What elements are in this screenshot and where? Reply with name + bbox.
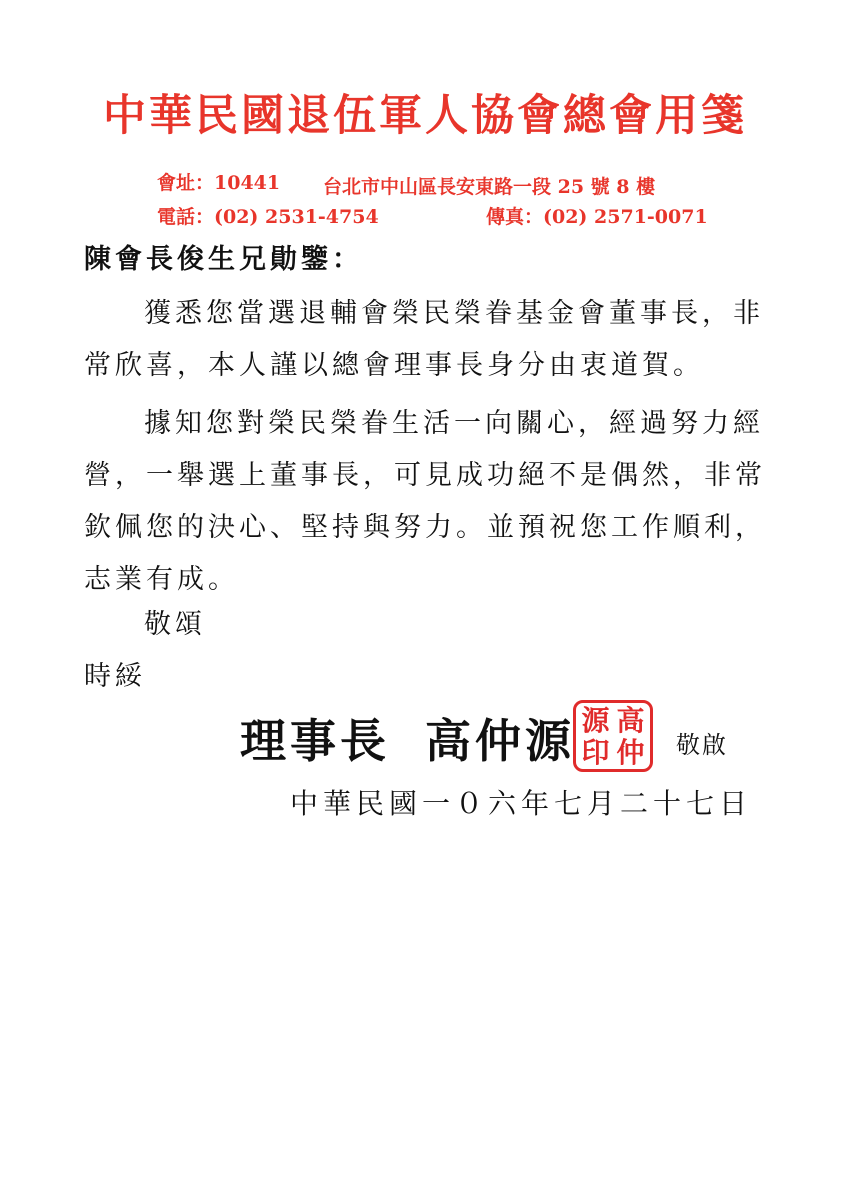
paragraph-praise bbox=[84, 398, 784, 606]
seal-char: 源 bbox=[581, 704, 610, 737]
paragraph-congratulation bbox=[84, 288, 784, 392]
fax-number: 傳真：(02) 2571-0071 bbox=[486, 206, 708, 228]
closing-time: 時綏 bbox=[84, 661, 146, 692]
letterhead-title: 中華民國退伍軍人協會總會用箋 bbox=[103, 91, 747, 141]
seal-char: 仲 bbox=[616, 736, 645, 769]
paragraph-line: 欽佩您的決心、堅持與努力。並預祝您工作順利， bbox=[84, 512, 766, 543]
closing-respect: 敬頌 bbox=[144, 609, 206, 640]
paragraph-line: 營，一舉選上董事長，可見成功絕不是偶然，非常 bbox=[84, 460, 766, 491]
paragraph-line: 獲悉您當選退輔會榮民榮眷基金會董事長，非 bbox=[144, 298, 764, 329]
letter-date: 中華民國一０六年七月二十七日 bbox=[290, 787, 753, 820]
salutation: 陳會長俊生兄勛鑒： bbox=[84, 244, 363, 275]
seal-char: 高 bbox=[616, 704, 645, 737]
paragraph-line: 常欣喜，本人謹以總會理事長身分由衷道賀。 bbox=[84, 350, 704, 381]
signer-name: 高仲源 bbox=[425, 714, 575, 768]
address-text: 台北市中山區長安東路一段 25 號 8 樓 bbox=[323, 176, 656, 198]
seal-stamp bbox=[573, 700, 653, 772]
signoff: 敬啟 bbox=[676, 731, 728, 759]
address-label: 會址：10441 bbox=[157, 172, 281, 194]
signer-title: 理事長 bbox=[240, 714, 390, 768]
phone-number: 電話：(02) 2531-4754 bbox=[157, 206, 379, 228]
paragraph-line: 志業有成。 bbox=[84, 564, 239, 595]
seal-char: 印 bbox=[581, 736, 610, 769]
paragraph-line: 據知您對榮民榮眷生活一向關心，經過努力經 bbox=[144, 408, 764, 439]
